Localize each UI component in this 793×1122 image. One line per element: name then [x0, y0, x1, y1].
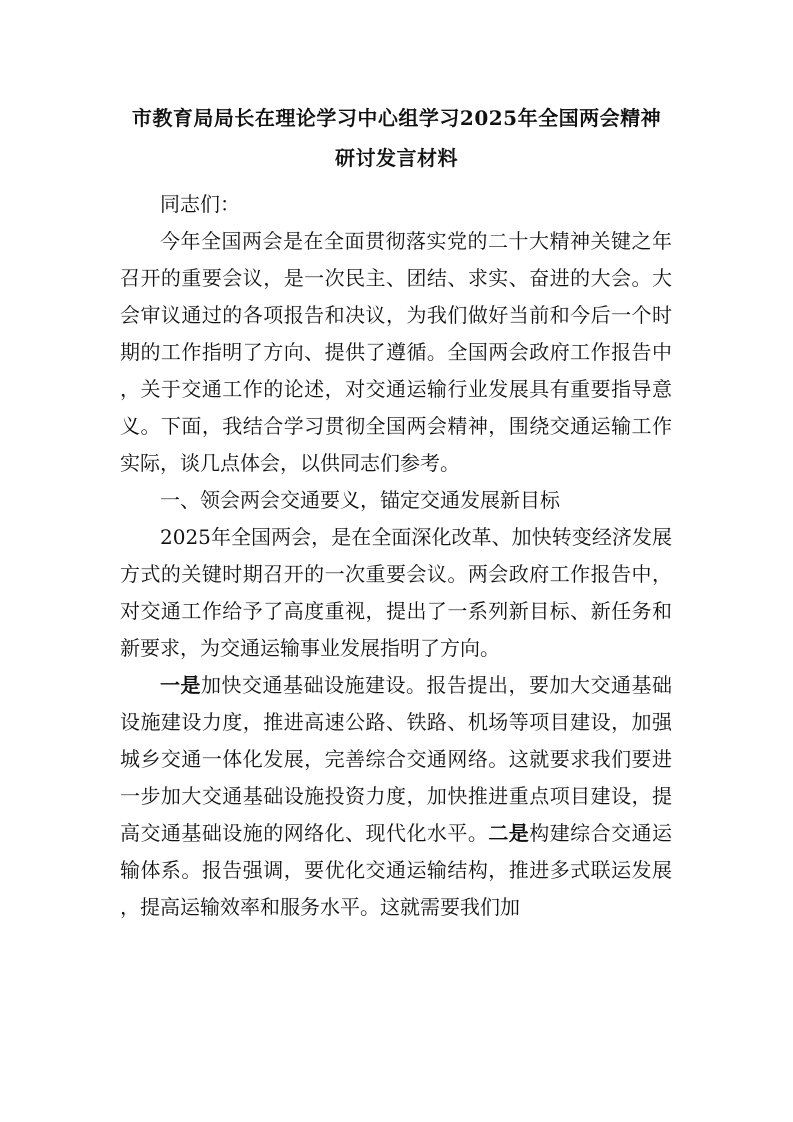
document-title-line-2: 研讨发言材料: [335, 146, 458, 170]
point-text-1: 加快交通基础设施建设。报告提出，要加大交通基础设施建设力度，推进高速公路、铁路、机场等项目建设，加强城乡交通一体化发展，完善综合交通网络。这就要求我们要进一步加大交通基础设施投资力度，加快推进重点项目建设，提高交通基础设施的网络化、现代化水平。: [120, 673, 672, 845]
section-heading-1: 一、领会两会交通要义，锚定交通发展新目标: [160, 488, 560, 512]
point-text-2: 构建综合交通运输体系。报告强调，要优化交通运输结构，推进多式联运发展，提高运输效率和服务水平。这就需要我们加: [120, 821, 673, 919]
paragraph-2: 2025年全国两会，是在全面深化改革、加快转变经济发展方式的关键时期召开的一次重要会议。两会政府工作报告中，对交通工作给予了高度重视，提出了一系列新目标、新任务和新要求，为交通运输事业发展指明了方向。: [120, 525, 672, 660]
paragraph-3: [120, 667, 672, 926]
point-label-2: 二是: [488, 821, 530, 845]
document-body: [120, 186, 672, 926]
document-title-line-1: 市教育局局长在理论学习中心组学习2025年全国两会精神: [131, 106, 662, 130]
point-label-1: 一是: [160, 673, 201, 697]
salutation: 同志们：: [160, 192, 240, 216]
paragraph-intro: 今年全国两会是在全面贯彻落实党的二十大精神关键之年召开的重要会议，是一次民主、团结、求实、奋进的大会。大会审议通过的各项报告和决议，为我们做好当前和今后一个时期的工作指明了方向、提供了遵循。全国两会政府工作报告中，关于交通工作的论述，对交通运输行业发展具有重要指导意义。下面，我结合学习贯彻全国两会精神，围绕交通运输工作实际，谈几点体会，以供同志们参考。: [120, 229, 672, 475]
